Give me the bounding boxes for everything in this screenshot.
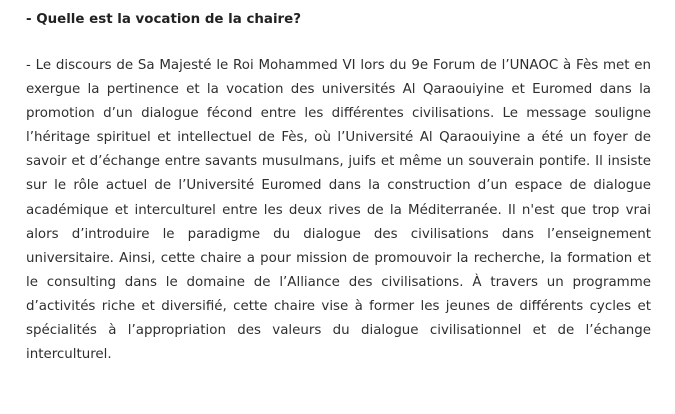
question-heading: - Quelle est la vocation de la chaire? xyxy=(26,12,301,27)
answer-paragraph: - Le discours de Sa Majesté le Roi Mohammed VI lors du 9e Forum de l’UNAOC à Fès met en exergue la pertinence et la vocation des universités Al Qaraouiyine et Euromed dans la promotion d’un dialogue fécond entre les différentes civilisations. Le message souligne l’héritage spirituel et intellectuel de Fès, où l’Université Al Qaraouiyine a été un foyer de savoir et d’échange entre savants musulmans, juifs et même un souverain pontife. Il insiste sur le rôle actuel de l’Université Euromed dans la construction d’un espace de dialogue académique et interculturel entre les deux rives de la Méditerranée. Il n'est que trop vrai alors d’introduire le paradigme du dialogue des civilisations dans l’enseignement universitaire. Ainsi, cette chaire a pour mission de promouvoir la recherche, la formation et le consulting dans le domaine de l’Alliance des civilisations. À travers un programme d’activités riche et diversifié, cette chaire vise à former les jeunes de différents cycles et spécialités à l’appropriation des valeurs du dialogue civilisationnel et de l’échange interculturel. xyxy=(26,58,651,363)
